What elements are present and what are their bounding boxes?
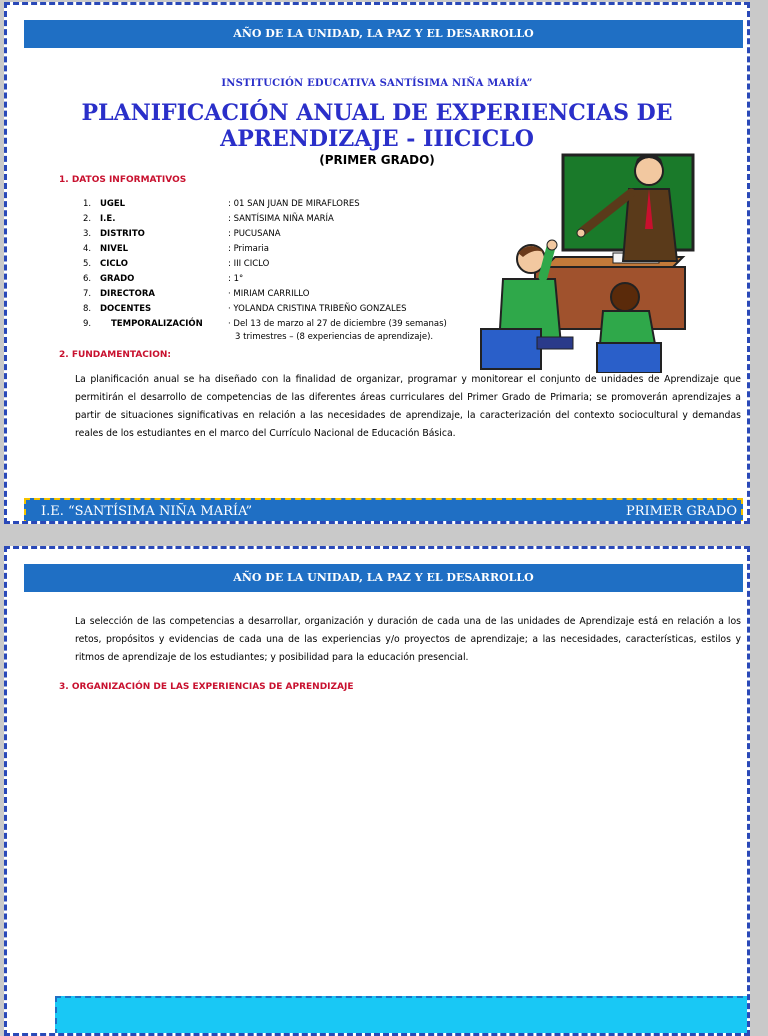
section-heading-datos: 1. DATOS INFORMATIVOS: [59, 175, 187, 185]
info-label: DISTRITO: [100, 229, 145, 239]
info-label: DOCENTES: [100, 304, 152, 314]
info-value: : 1°: [228, 274, 244, 284]
year-header-band: AÑO DE LA UNIDAD, LA PAZ Y EL DESARROLLO: [24, 564, 743, 592]
info-value: : 01 SAN JUAN DE MIRAFLORES: [228, 199, 360, 209]
document-page-1: AÑO DE LA UNIDAD, LA PAZ Y EL DESARROLLO INSTITUCIÓN EDUCATIVA SANTÍSIMA NIÑA MARÍA” PLANIFICACIÓN ANUAL DE EXPERIENCIAS DE APRENDIZAJE - IIICICLO (PRIMER GRADO) 1. DATOS INFORMATIVOS 1. UGEL : 01 SAN JUAN DE MIRAFLORES 2. I.E. : SANTÍSIMA NIÑA MARÍA 3. DISTRITO : PUCUSANA 4. NIVEL : Primaria 5. CICLO : III CICLO 6. GRADO : 1° 7. DIRECTORA · MIRIAM CARRILLO 8. DOCENTES · YOLANDA CRISTINA TRIBEÑO GONZALES 9. TEMPORALIZACIÓN · Del 13 de marzo al 27 de diciembre (39 semanas) 3 trimestres – (8 experiencias de aprendizaje). 2. FUNDAMENTACION: La planificación anual se ha diseñado con la finalidad de organizar, programar y monitorear el conjunto de unidades de Aprendizaje que permitirán el desarrollo de competencias de las diferentes áreas curriculares del Primer Grado de Primaria; se promoverán aprendizajes a partir de situaciones significativas en relación a las necesidades de aprendizaje, la caracterización del contexto sociocultural y demandas reales de los estudiantes en el marco del Currículo Nacional de Educación Básica. I.E. “SANTÍSIMA NIÑA MARÍA” PRIMER GRADO: [4, 2, 750, 524]
info-label: GRADO: [100, 274, 135, 284]
info-value: : Primaria: [228, 244, 269, 254]
year-header-band: AÑO DE LA UNIDAD, LA PAZ Y EL DESARROLLO: [24, 20, 743, 48]
info-value: : SANTÍSIMA NIÑA MARÍA: [228, 214, 334, 224]
cyan-content-box: [55, 996, 750, 1036]
info-label: TEMPORALIZACIÓN: [111, 319, 203, 329]
info-value: : III CICLO: [228, 259, 270, 269]
classroom-illustration: [473, 149, 697, 373]
info-label: UGEL: [100, 199, 126, 209]
document-title: [7, 100, 747, 152]
info-label: DIRECTORA: [100, 289, 155, 299]
info-label: I.E.: [100, 214, 116, 224]
institution-name: INSTITUCIÓN EDUCATIVA SANTÍSIMA NIÑA MARÍA”: [221, 78, 533, 89]
info-value: · MIRIAM CARRILLO: [228, 289, 310, 299]
section-heading-fundamentacion: 2. FUNDAMENTACION:: [59, 350, 172, 360]
info-value: · YOLANDA CRISTINA TRIBEÑO GONZALES: [228, 304, 407, 314]
intro-paragraph: La selección de las competencias a desarrollar, organización y duración de cada una de las unidades de Aprendizaje está en relación a los retos, propósitos y evidencias de cada una de las experiencias y/o proyectos de aprendizaje; a las necesidades, características, estilos y ritmos de aprendizaje de los estudiantes; y posibilidad para la educación presencial.: [75, 616, 741, 663]
footer-institution: I.E. “SANTÍSIMA NIÑA MARÍA”: [41, 504, 253, 519]
document-subtitle: (PRIMER GRADO): [319, 153, 435, 167]
info-value-2: 3 trimestres – (8 experiencias de aprendizaje).: [235, 332, 434, 342]
info-label: CICLO: [100, 259, 128, 269]
title-line-1: PLANIFICACIÓN ANUAL DE EXPERIENCIAS DE: [81, 100, 673, 126]
footer-grade: PRIMER GRADO: [625, 504, 737, 519]
footer-band: [24, 498, 743, 524]
document-page-2: [4, 546, 750, 1036]
section-heading-organizacion: 3. ORGANIZACIÓN DE LAS EXPERIENCIAS DE APRENDIZAJE: [59, 682, 354, 692]
info-value: · Del 13 de marzo al 27 de diciembre (39 semanas): [228, 319, 447, 329]
info-label: NIVEL: [100, 244, 129, 254]
fundamentacion-paragraph: La planificación anual se ha diseñado con la finalidad de organizar, programar y monitorear el conjunto de unidades de Aprendizaje que permitirán el desarrollo de competencias de las diferentes áreas curriculares del Primer Grado de Primaria; se promoverán aprendizajes a partir de situaciones significativas en relación a las necesidades de aprendizaje, la caracterización del contexto sociocultural y demandas reales de los estudiantes en el marco del Currículo Nacional de Educación Básica.: [75, 374, 741, 439]
info-value: : PUCUSANA: [228, 229, 281, 239]
title-line-2: APRENDIZAJE - IIICICLO: [220, 126, 534, 152]
